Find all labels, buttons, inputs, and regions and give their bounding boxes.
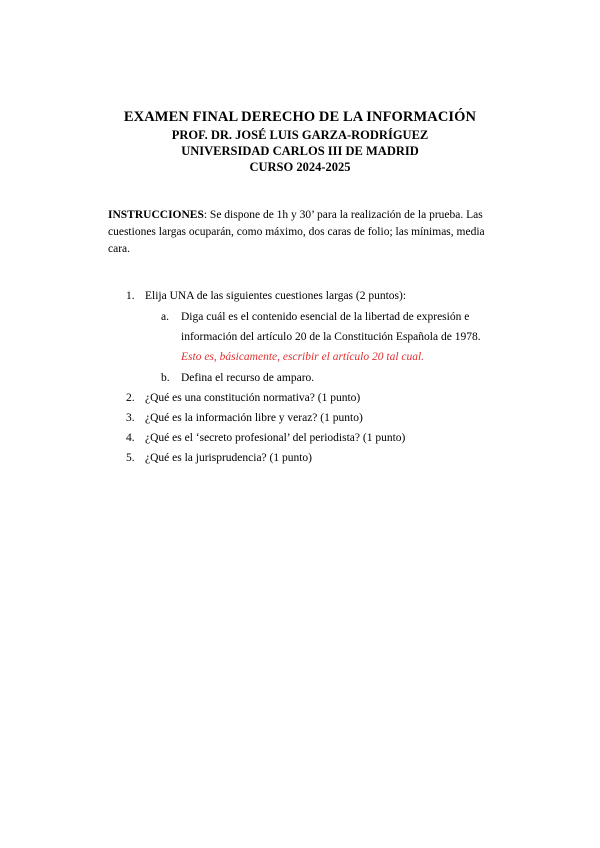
question-item (108, 388, 498, 408)
question-text: ¿Qué es el ‘secreto profesional’ del periodista? (1 punto) (145, 432, 406, 444)
question-text: Elija UNA de las siguientes cuestiones largas (2 puntos): (145, 290, 407, 302)
question-text: ¿Qué es una constitución normativa? (1 punto) (145, 392, 361, 404)
subquestion-letter: a. (161, 311, 169, 323)
exam-header (0, 108, 600, 175)
professor-name: PROF. DR. JOSÉ LUIS GARZA-RODRÍGUEZ (171, 128, 429, 142)
question-number: 3. (126, 412, 135, 424)
subquestion-text: Defina el recurso de amparo. (181, 372, 315, 384)
subquestion-item (108, 307, 498, 367)
exam-title: EXAMEN FINAL DERECHO DE LA INFORMACIÓN (123, 109, 477, 125)
question-number: 4. (126, 432, 135, 444)
question-number: 2. (126, 392, 135, 404)
subquestion-letter: b. (161, 372, 170, 384)
subquestion-note: Esto es, básicamente, escribir el artículo 20 tal cual. (181, 351, 425, 363)
subquestion-item (108, 368, 498, 388)
question-text: ¿Qué es la jurisprudencia? (1 punto) (145, 452, 313, 464)
question-item (108, 408, 498, 428)
question-list (108, 286, 498, 468)
question-number: 5. (126, 452, 135, 464)
question-number: 1. (126, 290, 135, 302)
instructions-text: : Se dispone de 1h y 30’ para la realización de la prueba. Las cuestiones largas ocuparán, como máximo, dos caras de folio; las mínimas, media cara. (108, 209, 485, 255)
instructions-label: INSTRUCCIONES (108, 209, 204, 221)
instructions-paragraph (108, 207, 493, 258)
subquestion-text: Diga cuál es el contenido esencial de la libertad de expresión e información del artículo 20 de la Constitución Española de 1978. (181, 311, 481, 343)
university-name: UNIVERSIDAD CARLOS III DE MADRID (181, 144, 419, 158)
question-text: ¿Qué es la información libre y veraz? (1 punto) (145, 412, 363, 424)
question-item (108, 448, 498, 468)
question-item (108, 428, 498, 448)
course-year: CURSO 2024-2025 (249, 160, 351, 174)
question-item (108, 286, 498, 306)
